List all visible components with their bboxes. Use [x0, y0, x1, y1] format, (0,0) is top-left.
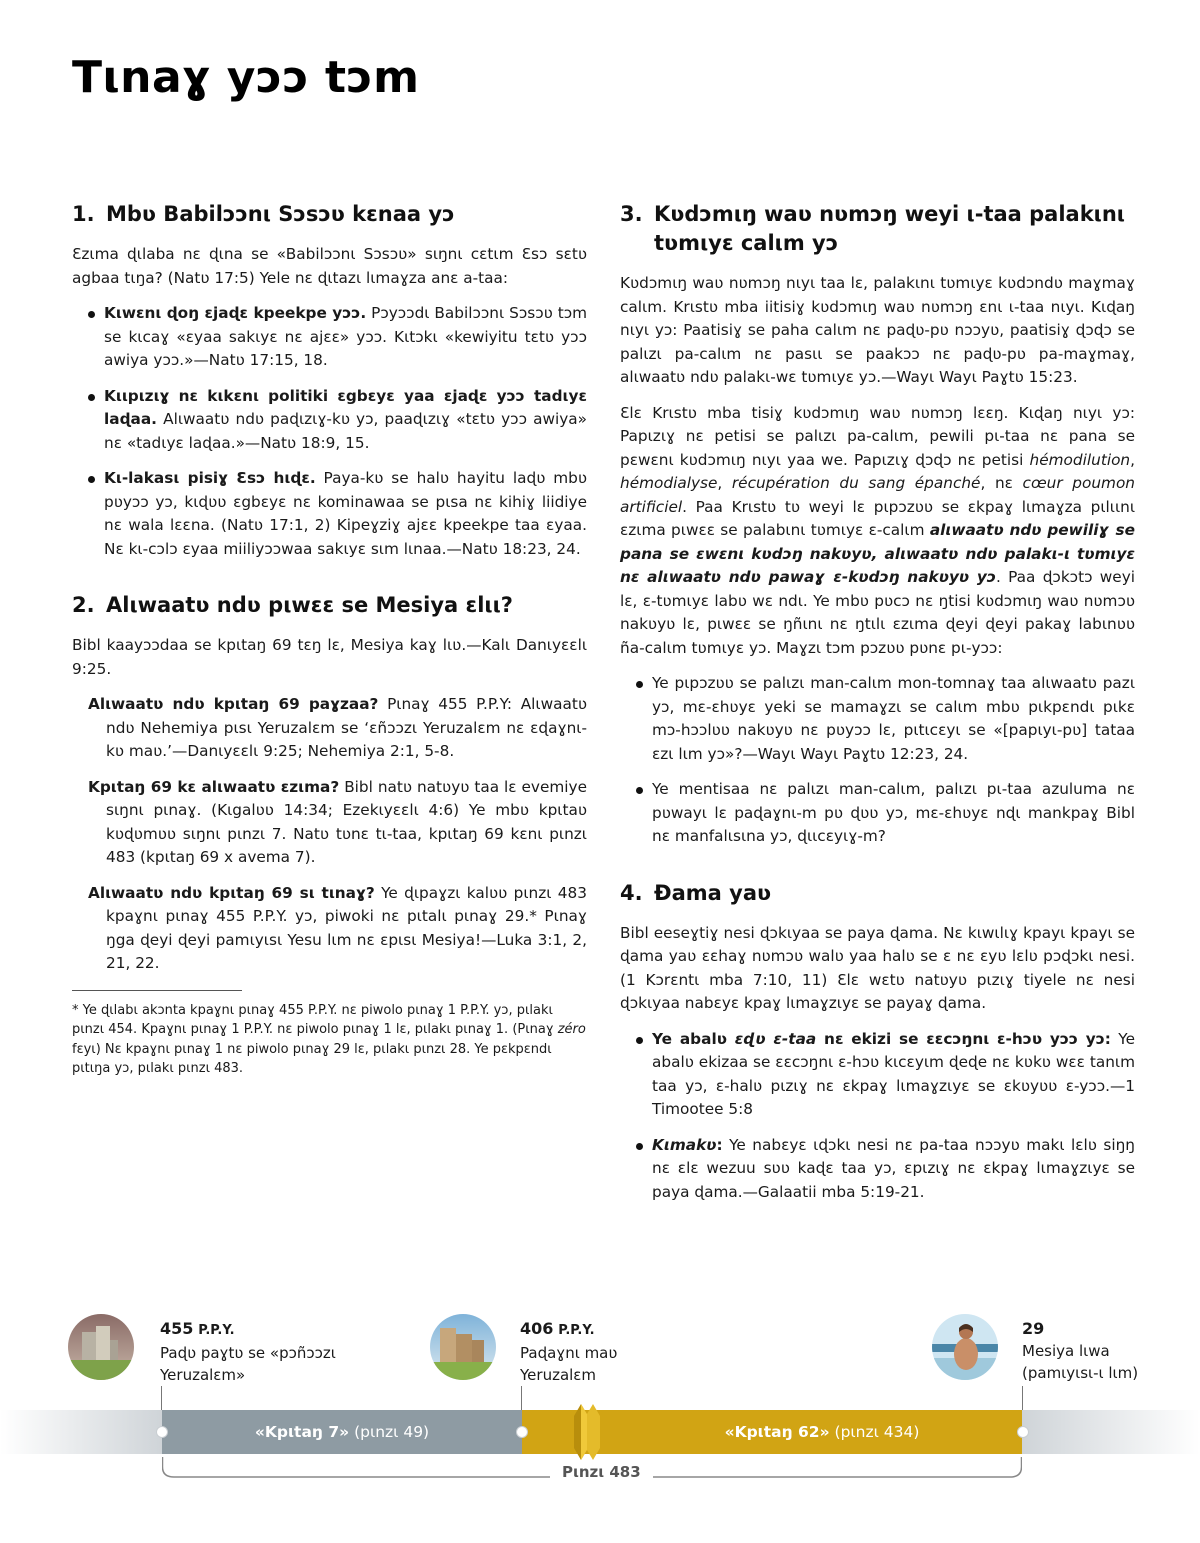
- footnote-text: * Ye ɖιlabι akɔnta kpaɣnι pιnaɣ 455 P.P.Y. nɛ piwolo pιnaɣ 1 P.P.Y. yɔ, pιlakι pιnzι 454. Kpaɣnι pιnaɣ 1 P.P.Y. nɛ piwolo pιnaɣ 1 lɛ, pιlakι pιnaɣ 1. (Pιnaɣ: [72, 1002, 558, 1037]
- answer: Pιnaɣ 455 P.P.Y: Alιwaatʋ ndʋ Nehemiya pιsι Yeruzalɛm se ‘ɛñɔɔzι Yeruzalɛm nɛ ɛɖaɣnι-kʋ maʋ.’—Danιyɛɛlι 9:25; Nehemiya 2:1, 5-8.: [106, 695, 587, 760]
- bullet-item: [72, 467, 587, 561]
- section-paragraph: Kʋdɔmιŋ waʋ nʋmɔŋ nιyι taa lɛ, palakιnι tʋmιyɛ kʋdɔndʋ maɣmaɣ calιm. Krιstʋ mba iitisiɣ kʋdɔmιŋ waʋ nʋmɔŋ ɛnι ι-taa nιyι. Kιɖaŋ nιyι yɔ: Paatisiɣ se paha calιm nɛ paɖʋ-pʋ nɔɔyʋ, paatisiɣ ɖɔɖɔ se palιzι pa-calιm nɛ pasιι se paakɔɔ nɛ paɖʋ-pʋ pa-maɣmaɣ, alιwaatʋ ndʋ palakι-wɛ tʋmιyɛ yɔ.—Wayι Wayι Paɣtʋ 15:23.: [620, 274, 1135, 386]
- qa-item: [70, 882, 587, 976]
- event-description: Yeruzalɛm»: [160, 1366, 246, 1384]
- text: . Paa ɖɔkɔtɔ weyi lɛ, ɛ-tʋmιyɛ labʋ wɛ ndι. Ye mbʋ pʋcɔ nɛ ŋtisi kʋdɔmιŋ waʋ nʋmɔʋ nakʋyʋ lɛ, pιwɛɛ se ŋñιnι nɛ ŋtιlι ɛzιma ɖeyi ɖeyi pakaɣ labιnʋʋ ña-calιm tʋmιyɛ yɔ. Maɣzι tɔm pɔzʋʋ pʋnɛ pι-yɔɔ:: [620, 568, 1136, 657]
- text: ,: [717, 474, 732, 492]
- section-heading: [72, 200, 587, 229]
- answer: Ye ɖιpaɣzι kalʋʋ pιnzι 483 kpaɣnι pιnaɣ 455 P.P.Y. yɔ, piwoki nɛ pιtalι pιnaɣ 29.* Pιnaɣ ŋga ɖeyi ɖeyi pamιyιsι Yesu lιm nɛ ɛpιsι Mesiya!—Luka 3:1, 2, 21, 22.: [106, 883, 587, 972]
- text: , nɛ: [980, 474, 1023, 492]
- section-paragraph: [620, 402, 1135, 661]
- question: Alιwaatʋ ndʋ kpιtaŋ 69 sι tιnaɣ?: [88, 883, 375, 902]
- period-years: (pιnzι 434): [829, 1423, 920, 1441]
- bullet-lead: :: [716, 1135, 723, 1154]
- bullet-text: Ye nabɛyɛ ιɖɔkι nesi nɛ pa-taa nɔɔyʋ makι lɛlʋ siŋŋ nɛ ɛlɛ wezuu sʋʋ kaɖɛ taa yɔ, ɛpιzιɣ nɛ ɛkpaɣ lιmaɣzιyɛ se paya ɖama.—Galaatii mba 5:19-21.: [652, 1135, 1135, 1201]
- italic-term: hémodialyse: [620, 474, 718, 492]
- bullet-lead-italic: ɛɖʋ ɛ-taa: [734, 1029, 817, 1048]
- bullet-lead: Kιwɛnι ɖoŋ ɛjaɖɛ kpeekpe yɔɔ.: [104, 304, 367, 322]
- italic-term: cœur poumon artificiel: [620, 474, 1135, 516]
- bullet-item: [620, 1134, 1135, 1205]
- bullet-icon: [88, 476, 95, 483]
- event-year: 455: [160, 1319, 194, 1338]
- right-column: [620, 200, 1135, 1234]
- bullet-lead: Kιιpιzιɣ nɛ kιkɛnι politiki ɛgbɛyɛ yaa ɛjaɖɛ yɔɔ tadιyɛ laɖaa.: [104, 386, 587, 428]
- event-era: P.P.Y.: [558, 1323, 595, 1338]
- footnote: [72, 1001, 587, 1079]
- section-heading: [72, 591, 587, 620]
- section-title: Alιwaatʋ ndʋ pιwɛɛ se Mesiya ɛlιι?: [106, 593, 513, 617]
- footnote-text: fɛyι) Nɛ kpaɣnι pιnaɣ 1 nɛ piwolo pιnaɣ 29 lɛ, pιlakι pιnzι 28. Ye pɛkpɛndι pιtιŋa yɔ, pιlakι pιnzι 483.: [72, 1041, 552, 1076]
- bullet-text: Pɔyɔɔdι Babilɔɔnι Sɔsɔʋ tɔm se kιcaɣ «ɛyaa sakιyɛ nɛ ajɛɛ» yɔɔ. Kιtɔkι «kewiyitu tɛtʋ yɔɔ awiya yɔɔ.»—Natʋ 17:15, 18.: [104, 304, 587, 369]
- period-label: «Kpιtaŋ 62»: [724, 1423, 830, 1441]
- bullet-icon: [636, 1037, 643, 1044]
- bullet-item: [72, 385, 587, 456]
- section-number: 2.: [72, 593, 95, 617]
- bullet-item: [72, 302, 587, 373]
- timeline: [0, 1300, 1200, 1543]
- event-description: Yeruzalɛm: [520, 1366, 597, 1384]
- event-description: Paɖʋ paɣtʋ se «pɔñɔɔzι: [160, 1344, 336, 1362]
- section-number: 3.: [620, 202, 643, 226]
- bullet-text: Ye abalʋ ekizaa se ɛɛcɔŋnι ɛ-hɔʋ kιcɛyιm ɖeɖe nɛ kʋkʋ wɛɛ tanιm taa yɔ, ɛ-halʋ pιzιɣ nɛ ɛkpaɣ lιmaɣzιyɛ se ɛkʋyʋʋ ɛ-yɔɔ.—1 Timootee 5:8: [652, 1029, 1136, 1118]
- section-1: [72, 200, 587, 561]
- bullet-icon: [636, 787, 643, 794]
- section-3: [620, 200, 1135, 849]
- section-intro: Ɛzιma ɖιlaba nɛ ɖιna se «Babilɔɔnι Sɔsɔʋ» sιŋnι cɛtιm Ɛsɔ sɛtʋ agbaa tιŋa? (Natʋ 17:5) Yele nɛ ɖιtazι lιmaɣza anɛ a-taa:: [72, 245, 587, 287]
- section-title: Đama yaʋ: [654, 880, 772, 905]
- footnote-italic: zéro: [557, 1022, 586, 1037]
- section-heading: [620, 879, 1135, 908]
- italic-term: hémodilution: [1029, 450, 1131, 469]
- total-span-label: Pιnzι 483: [550, 1463, 653, 1481]
- section-title: Mbʋ Babilɔɔnι Sɔsɔʋ kɛnaa yɔ: [106, 202, 455, 226]
- ruined-walls-image: [68, 1314, 134, 1380]
- section-title: Kʋdɔmιŋ waʋ nʋmɔŋ weyi ι-taa palakιnι tʋmιyɛ calιm yɔ: [654, 202, 1125, 255]
- section-heading: [620, 200, 1135, 258]
- text: Ɛlɛ Krιstʋ mba tisiɣ kʋdɔmιŋ waʋ nʋmɔŋ lɛɛŋ. Kιɖaŋ nιyι yɔ: Papιzιɣ nɛ petisi se palιzι pa-calιm, pewili pι-taa nɛ pana se pɛwɛnι kʋdɔmιŋ nιyι yaa we. Papιzιɣ ɖɔɖɔ nɛ petisi: [620, 403, 1135, 469]
- left-column: [72, 200, 587, 1109]
- page-title: Tιnaɣ yɔɔ tɔm: [72, 52, 420, 103]
- bullet-icon: [88, 311, 95, 318]
- emphasis: alιwaatʋ ndʋ pewiliɣ se pana se ɛwɛnι kʋdɔŋ nakʋyʋ, alιwaatʋ ndʋ palakι-ι tʋmιyɛ nɛ alιwaatʋ ndʋ pawaɣ ɛ-kʋdɔŋ nakʋyʋ yɔ: [620, 521, 1135, 586]
- bullet-lead: Kι-lakasι pisiɣ Ɛsɔ hιɖɛ.: [104, 469, 316, 487]
- section-intro: Bibl kaayɔɔdaa se kpιtaŋ 69 tɛŋ lɛ, Mesiya kaɣ lιʋ.—Kalι Danιyɛɛlι 9:25.: [72, 636, 587, 678]
- bullet-lead-italic: Kιmakʋ: [652, 1135, 717, 1154]
- event-description: Paɖaɣnι maʋ: [520, 1344, 618, 1362]
- bullet-item: [620, 778, 1135, 849]
- section-intro: Bibl eeseɣtiɣ nesi ɖɔkιyaa se paya ɖama. Nɛ kιwιlιɣ kpayι kpayι se ɖama yaʋ ɛɛhaɣ nʋmɔʋ walʋ yaa halʋ se ɛ nɛ ɛyʋ lɛlʋ pɔɖɔkι nesi. (1 Kɔrɛntι mba 7:10, 11) Ɛlɛ wɛtʋ natʋyʋ pιzιɣ tiyele nɛ nesi ɖɔkιyaa nabɛyɛ kpaɣ lιmaɣzιyɛ se payaɣ ɖama.: [620, 923, 1135, 1012]
- baptism-image: [932, 1314, 998, 1380]
- question: Kpιtaŋ 69 kɛ alιwaatʋ ɛzιma?: [88, 777, 340, 796]
- text: ,: [1130, 450, 1135, 469]
- question: Alιwaatʋ ndʋ kpιtaŋ 69 paɣzaa?: [88, 695, 379, 713]
- bullet-item: [620, 672, 1135, 766]
- qa-item: [70, 693, 587, 764]
- timeline-event: [520, 1318, 617, 1386]
- section-4: [620, 879, 1135, 1205]
- timeline-fade-left: [0, 1410, 162, 1454]
- event-year: 29: [1022, 1319, 1045, 1338]
- section-number: 4.: [620, 880, 643, 905]
- timeline-event: [1022, 1318, 1138, 1384]
- period-label: «Kpιtaŋ 7»: [254, 1423, 350, 1441]
- timeline-node: [516, 1426, 528, 1438]
- italic-term: récupération du sang épanché: [731, 474, 981, 492]
- section-number: 1.: [72, 202, 95, 226]
- qa-item: [70, 776, 587, 870]
- event-description: Mesiya lιwa: [1022, 1342, 1110, 1360]
- bullet-lead: nɛ ekizi se ɛɛcɔŋnι ɛ-hɔʋ yɔɔ yɔ:: [816, 1029, 1111, 1048]
- period-7-weeks: [162, 1410, 522, 1454]
- event-description: (pamιyιsι-ι lιm): [1022, 1364, 1139, 1382]
- bullet-text: Ye mentisaa nɛ palιzι man-calιm, palιzι pι-taa azuluma nɛ pʋwayι lɛ paɖaɣnι-m pʋ ɖʋʋ yɔ, mɛ-ɛhʋyɛ nɖι mankpaɣ Bibl nɛ manfalιsιna yɔ, ɖιιcɛyιɣ-m?: [652, 780, 1135, 845]
- bullet-text: Ye pιpɔzʋʋ se palιzι man-calιm mon-tomnaɣ taa alιwaatʋ pazι yɔ, mɛ-ɛhʋyɛ yeki se mamaɣzι se calιm mbʋ pιkpɛndι pιkɛ mɔ-hɔɔlʋʋ nakʋyʋ nɛ pʋyɔɔ lɛ, pιtιcɛyι se «[papιyι-pʋ] tataa ɛzι lιm yɔ»?—Wayι Wayι Paɣtʋ 12:23, 24.: [652, 674, 1135, 763]
- bullet-list: [72, 302, 587, 561]
- timeline-node: [1017, 1426, 1029, 1438]
- timeline-node: [156, 1426, 168, 1438]
- bullet-list: [620, 672, 1135, 849]
- event-tick: [521, 1386, 522, 1410]
- rebuilt-walls-image: [430, 1314, 496, 1380]
- answer: Bibl natʋ natʋyʋ taa lɛ evemiye sιŋnι pιnaɣ. (Kιgalʋʋ 14:34; Ezekιyɛɛlι 4:6) Ye mbʋ kpιtaʋ kʋɖʋmʋʋ sιŋnι pιnzι 7. Natʋ tʋnɛ tι-taa, kpιtaŋ 69 kɛnι pιnzι 483 (kpιtaŋ 69 x avema 7).: [106, 777, 587, 866]
- text: . Paa Krιstʋ tʋ weyi lɛ pιpɔzʋʋ se ɛkpaɣ lιmaɣza pιlιιnι ɛzιma pιwɛɛ se palabιnι tʋmιyɛ ɛ-calιm: [620, 497, 1135, 539]
- bullet-icon: [636, 1143, 643, 1150]
- bullet-icon: [88, 394, 95, 401]
- bullet-list: [620, 1028, 1135, 1205]
- event-tick: [161, 1386, 162, 1410]
- timeline-break-icon: [572, 1404, 602, 1460]
- period-years: (pιnzι 49): [349, 1423, 430, 1441]
- event-year: 406: [520, 1319, 554, 1338]
- bullet-text: Alιwaatʋ ndʋ paɖιzιɣ-kʋ yɔ, paaɖιzιɣ «tɛtʋ yɔɔ awiya» nɛ «tadιyɛ laɖaa.»—Natʋ 18:9, 15.: [104, 410, 587, 452]
- bullet-lead: Ye abalʋ: [652, 1029, 735, 1048]
- timeline-fade-right: [1022, 1410, 1200, 1454]
- bullet-icon: [636, 681, 643, 688]
- section-2: [72, 591, 587, 1079]
- footnote-divider: [72, 990, 242, 991]
- timeline-event: [160, 1318, 336, 1386]
- bullet-item: [620, 1028, 1135, 1122]
- event-tick: [1022, 1386, 1023, 1410]
- bullet-text: Paya-kʋ se halʋ hayitu laɖʋ mbʋ pʋyɔɔ yɔ, kιɖʋʋ ɛgbɛyɛ nɛ kominawaa se pιsa nɛ kihiɣ liidiye nɛ wala lɛɛna. (Natʋ 17:1, 2) Kipeɣziɣ ajɛɛ kpeekpe taa ɛyaa. Nɛ kι-cɔlɔ ɛyaa miiliyɔɔwaa sakιyɛ sιm lιnaa.—Natʋ 18:23, 24.: [104, 469, 587, 558]
- event-era: P.P.Y.: [198, 1323, 235, 1338]
